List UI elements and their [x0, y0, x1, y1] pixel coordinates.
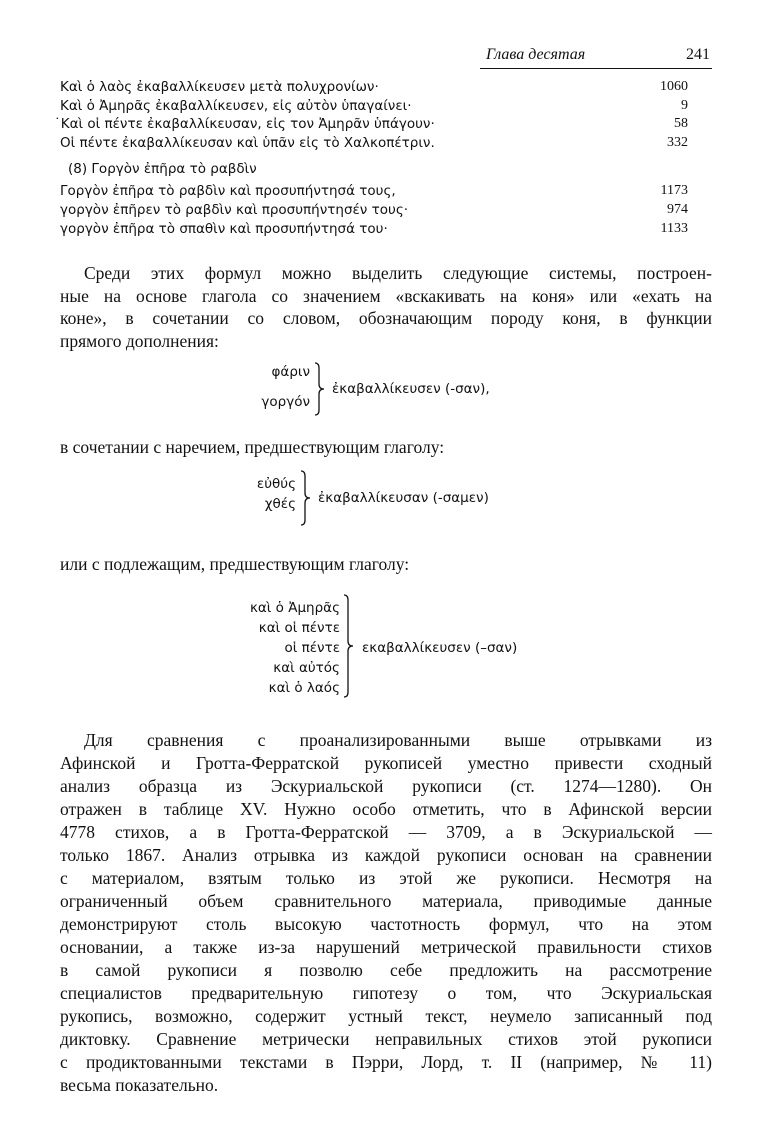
formula-verb: εκαβαλλίκευσεν (–σαν): [362, 640, 518, 656]
page-number: 241: [686, 46, 710, 63]
verse-row: [60, 181, 700, 201]
verse-number: 1060: [660, 79, 688, 94]
verse-row: [60, 77, 700, 97]
formula-word: φάριν: [271, 364, 310, 380]
formula-word: καὶ ὁ λαός: [268, 680, 340, 696]
subsection-title: (8) Γοργὸν ἐπῆρα τὸ ραβδὶν: [68, 161, 257, 177]
formula-word: καὶ αὐτός: [273, 660, 340, 676]
formula-verb: ἐκαβαλλίκευσαν (-σαμεν): [318, 490, 489, 506]
verse-number: 1133: [660, 221, 688, 236]
verse-row: [60, 96, 700, 116]
verse-text: Γοργὸν ἐπῆρα τὸ ραβδὶν καὶ προσυπήντησά τους,: [60, 183, 396, 199]
verse-text: γοργὸν ἐπῆρα τὸ σπαθὶν καὶ προσυπήντησά του·: [60, 221, 388, 237]
verse-number: 1173: [660, 183, 688, 198]
verse-text: Καὶ ὁ Ἀμηρᾶς ἐκαβαλλίκευσεν, εἰς αὐτὸν ὑπαγαίνει·: [60, 98, 412, 114]
verse-row: [60, 133, 700, 153]
verse-text: ˙Καὶ οἱ πέντε ἐκαβαλλίκευσαν, εἰς τον Ἀμηρᾶν ὑπάγουν·: [54, 116, 435, 132]
verse-number: 58: [674, 116, 688, 131]
paragraph-comparison: Для сравнения с проанализированными выше отрывками из Афинской и Гротта-Ферратской рукописей уместно привести сходный анализ образца из Эскуриальской рукописи (ст. 1274—1280). Он отражен в таблице XV. Нужно особо отметить, что в Афинской версии 4778 стихов, а в Гротта-Ферратской — 3709, а в Эскуриальской — только 1867. Анализ отрывка из каждой рукописи основан на сравнении с материалом, взятым только из этой же рукописи. Несмотря на ограниченный объем сравнительного материала, приводимые данные демонстрируют столь высокую частотность формул, что на этом основании, а также из-за нарушений метрической правильности стихов в самой рукописи я позволю себе предложить на рассмотрение специалистов предварительную гипотезу о том, что Эскуриальская рукопись, возможно, содержит устный текст, неумело записанный под диктовку. Сравнение метрически неправильных стихов этой рукописи с продиктованными текстами в Пэрри, Лорд, т. II (например, № 11) весьма показательно.: [60, 730, 712, 1095]
verse-text: γοργὸν ἐπῆρεν τὸ ραβδὶν καὶ προσυπήντησέν τους·: [60, 202, 409, 218]
verse-number: 9: [681, 98, 688, 113]
verse-row: [60, 200, 700, 220]
paragraph-subject: или с подлежащим, предшествующим глаголу:: [60, 554, 410, 574]
verse-text: Καὶ ὁ λαὸς ἐκαβαλλίκευσεν μετὰ πολυχρονίων·: [60, 79, 379, 95]
verse-row: [54, 114, 700, 134]
verse-number: 974: [667, 202, 688, 217]
formula-word: γοργόν: [261, 394, 310, 410]
brace-icon: [300, 470, 314, 526]
verse-number: 332: [667, 135, 688, 150]
formula-word: καὶ ὁ Ἀμηρᾶς: [249, 600, 340, 616]
verse-row: [60, 219, 700, 239]
brace-icon: [314, 362, 328, 416]
paragraph-adverb: в сочетании с наречием, предшествующим глаголу:: [60, 437, 445, 457]
formula-word: καὶ οἱ πέντε: [258, 620, 340, 636]
verse-text: Οἱ πέντε ἐκαβαλλίκευσαν καὶ ὑπᾶν εἰς τὸ Χαλκοπέτριν.: [60, 135, 435, 151]
brace-icon: [343, 594, 357, 698]
formula-word: χθές: [264, 496, 296, 512]
paragraph-intro: Среди этих формул можно выделить следующие системы, построен- ные на основе глагола со значением «вскакивать на коня» или «ехать на коне», в сочетании со словом, обозначающим породу коня, в функции прямого дополнения:: [60, 263, 712, 351]
formula-word: εὐθύς: [256, 476, 296, 492]
running-header: [480, 46, 712, 69]
formula-verb: ἐκαβαλλίκευσεν (-σαν),: [332, 381, 490, 397]
chapter-title: Глава десятая: [486, 46, 586, 63]
formula-word: οἱ πέντε: [284, 640, 340, 656]
